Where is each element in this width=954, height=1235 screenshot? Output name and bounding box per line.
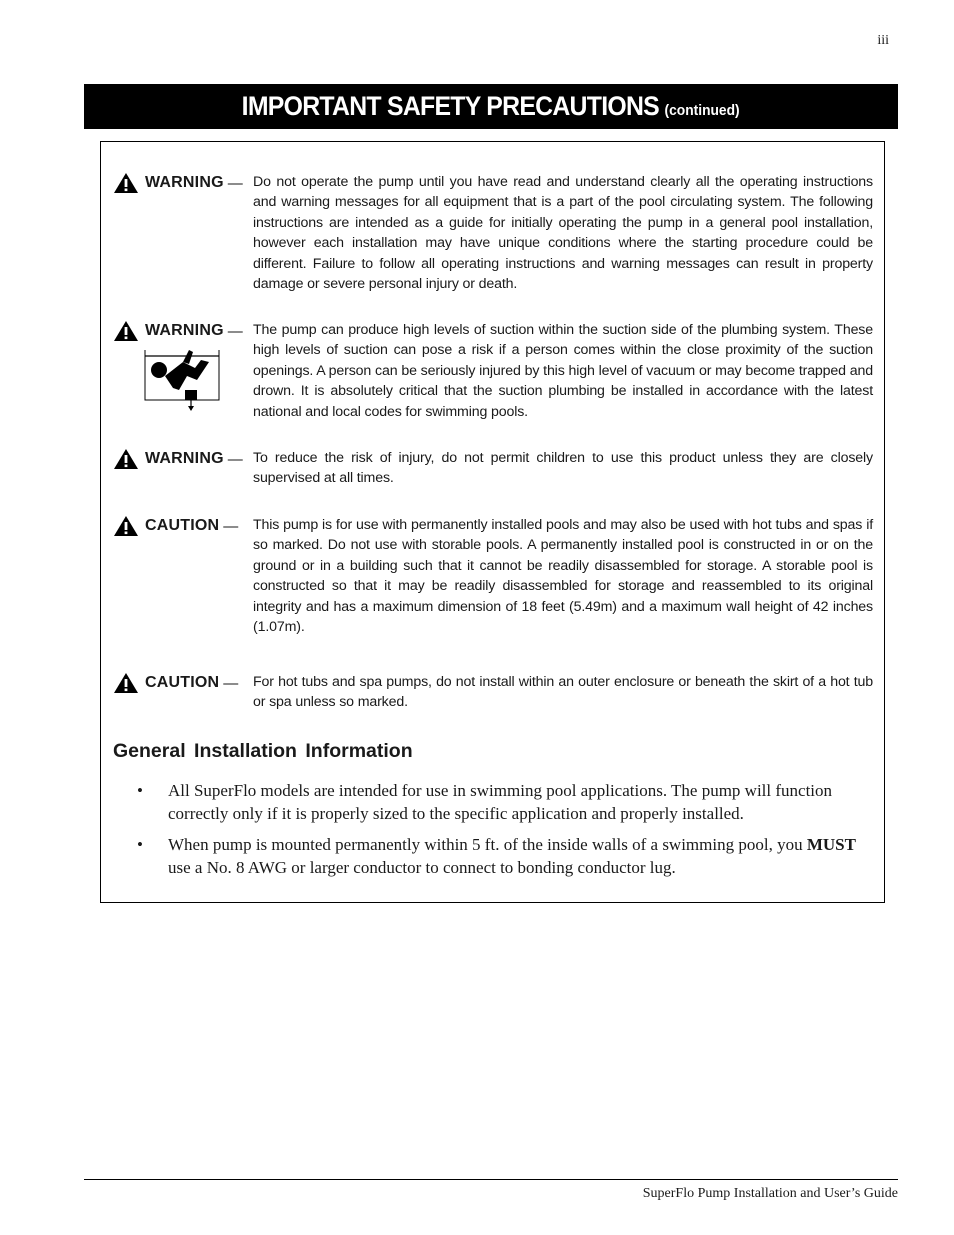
safety-box: [100, 141, 885, 903]
page-title: IMPORTANT SAFETY PRECAUTIONS (continued): [242, 91, 740, 121]
bullet-text: [168, 833, 872, 879]
notice-text: The pump can produce high levels of suction within the suction side of the plumbing system. These high levels of suction can pose a risk if a person comes within the close proximity of the suction openings. A person can be seriously injured by this high level of vacuum or may become trapped and drown. It is absolutely critical that the suction plumbing be installed in accordance with the latest national and local codes for swimming pools.: [253, 322, 873, 420]
notice-heading: [113, 448, 243, 470]
notice-text: To reduce the risk of injury, do not permit children to use this product unless they are closely supervised at all times.: [253, 450, 873, 487]
caution-triangle-icon: [113, 515, 139, 537]
notice-dash: —: [223, 674, 239, 692]
notice-heading: [113, 320, 243, 342]
page-subtitle: (continued): [664, 102, 740, 119]
warning-triangle-icon: [113, 320, 139, 342]
notice-dash: —: [223, 517, 239, 535]
notice-heading: [113, 515, 238, 537]
notice-dash: —: [227, 322, 243, 340]
footer-text: SuperFlo Pump Installation and User’s Guide: [642, 1186, 898, 1201]
drowning-hazard-icon: [143, 346, 221, 412]
notice-text: For hot tubs and spa pumps, do not install within an outer enclosure or beneath the skirt of a hot tub or spa unless so marked.: [253, 674, 873, 711]
notice-label: WARNING: [145, 450, 224, 467]
list-item: [137, 779, 872, 825]
notice-heading: [113, 172, 243, 194]
notice-dash: —: [227, 450, 243, 468]
page-number: iii: [877, 33, 889, 48]
notice-label: CAUTION: [145, 674, 220, 691]
bullet-text-bold: MUST: [806, 835, 856, 854]
notice-label: CAUTION: [145, 517, 220, 534]
footer-rule: [84, 1179, 898, 1180]
notice-label: WARNING: [145, 322, 224, 339]
notice-text: This pump is for use with permanently installed pools and may also be used with hot tubs and spas if so marked. Do not use with storable pools. A permanently installed pool is constructed in or on the ground or in a building such that it cannot be readily disassembled for storage. A storable pool is constructed so that it may be readily disassembled for storage and reassembled to its original integrity and has a maximum dimension of 18 feet (5.49m) and a maximum wall height of 42 inches (1.07m).: [253, 517, 873, 636]
section-title: General Installation Information: [113, 740, 413, 762]
notice-label: WARNING: [145, 174, 224, 191]
list-item: [137, 833, 872, 879]
notice-dash: —: [227, 174, 243, 192]
bullet-marker: •: [137, 835, 143, 854]
notice-text: Do not operate the pump until you have read and understand clearly all the operating instructions and warning messages for all equipment that is a part of the pool circulating system. The following instructions are intended as a guide for initially operating the pump in a general pool installation, however each installation may have unique conditions where the starting procedure could be different. Failure to follow all operating instructions and warning messages can result in property damage or severe personal injury or death.: [253, 174, 873, 293]
bullet-list: [137, 779, 872, 887]
notice-heading: [113, 672, 238, 694]
bullet-text: All SuperFlo models are intended for use in swimming pool applications. The pump will function correctly only if it is properly sized to the specific application and properly installed.: [168, 781, 833, 823]
warning-triangle-icon: [113, 448, 139, 470]
title-bar: [84, 84, 898, 129]
bullet-text-post: use a No. 8 AWG or larger conductor to connect to bonding conductor lug.: [168, 858, 676, 877]
bullet-marker: •: [137, 781, 143, 800]
warning-triangle-icon: [113, 172, 139, 194]
bullet-text-pre: When pump is mounted permanently within 5 ft. of the inside walls of a swimming pool, you: [168, 835, 807, 854]
caution-triangle-icon: [113, 672, 139, 694]
